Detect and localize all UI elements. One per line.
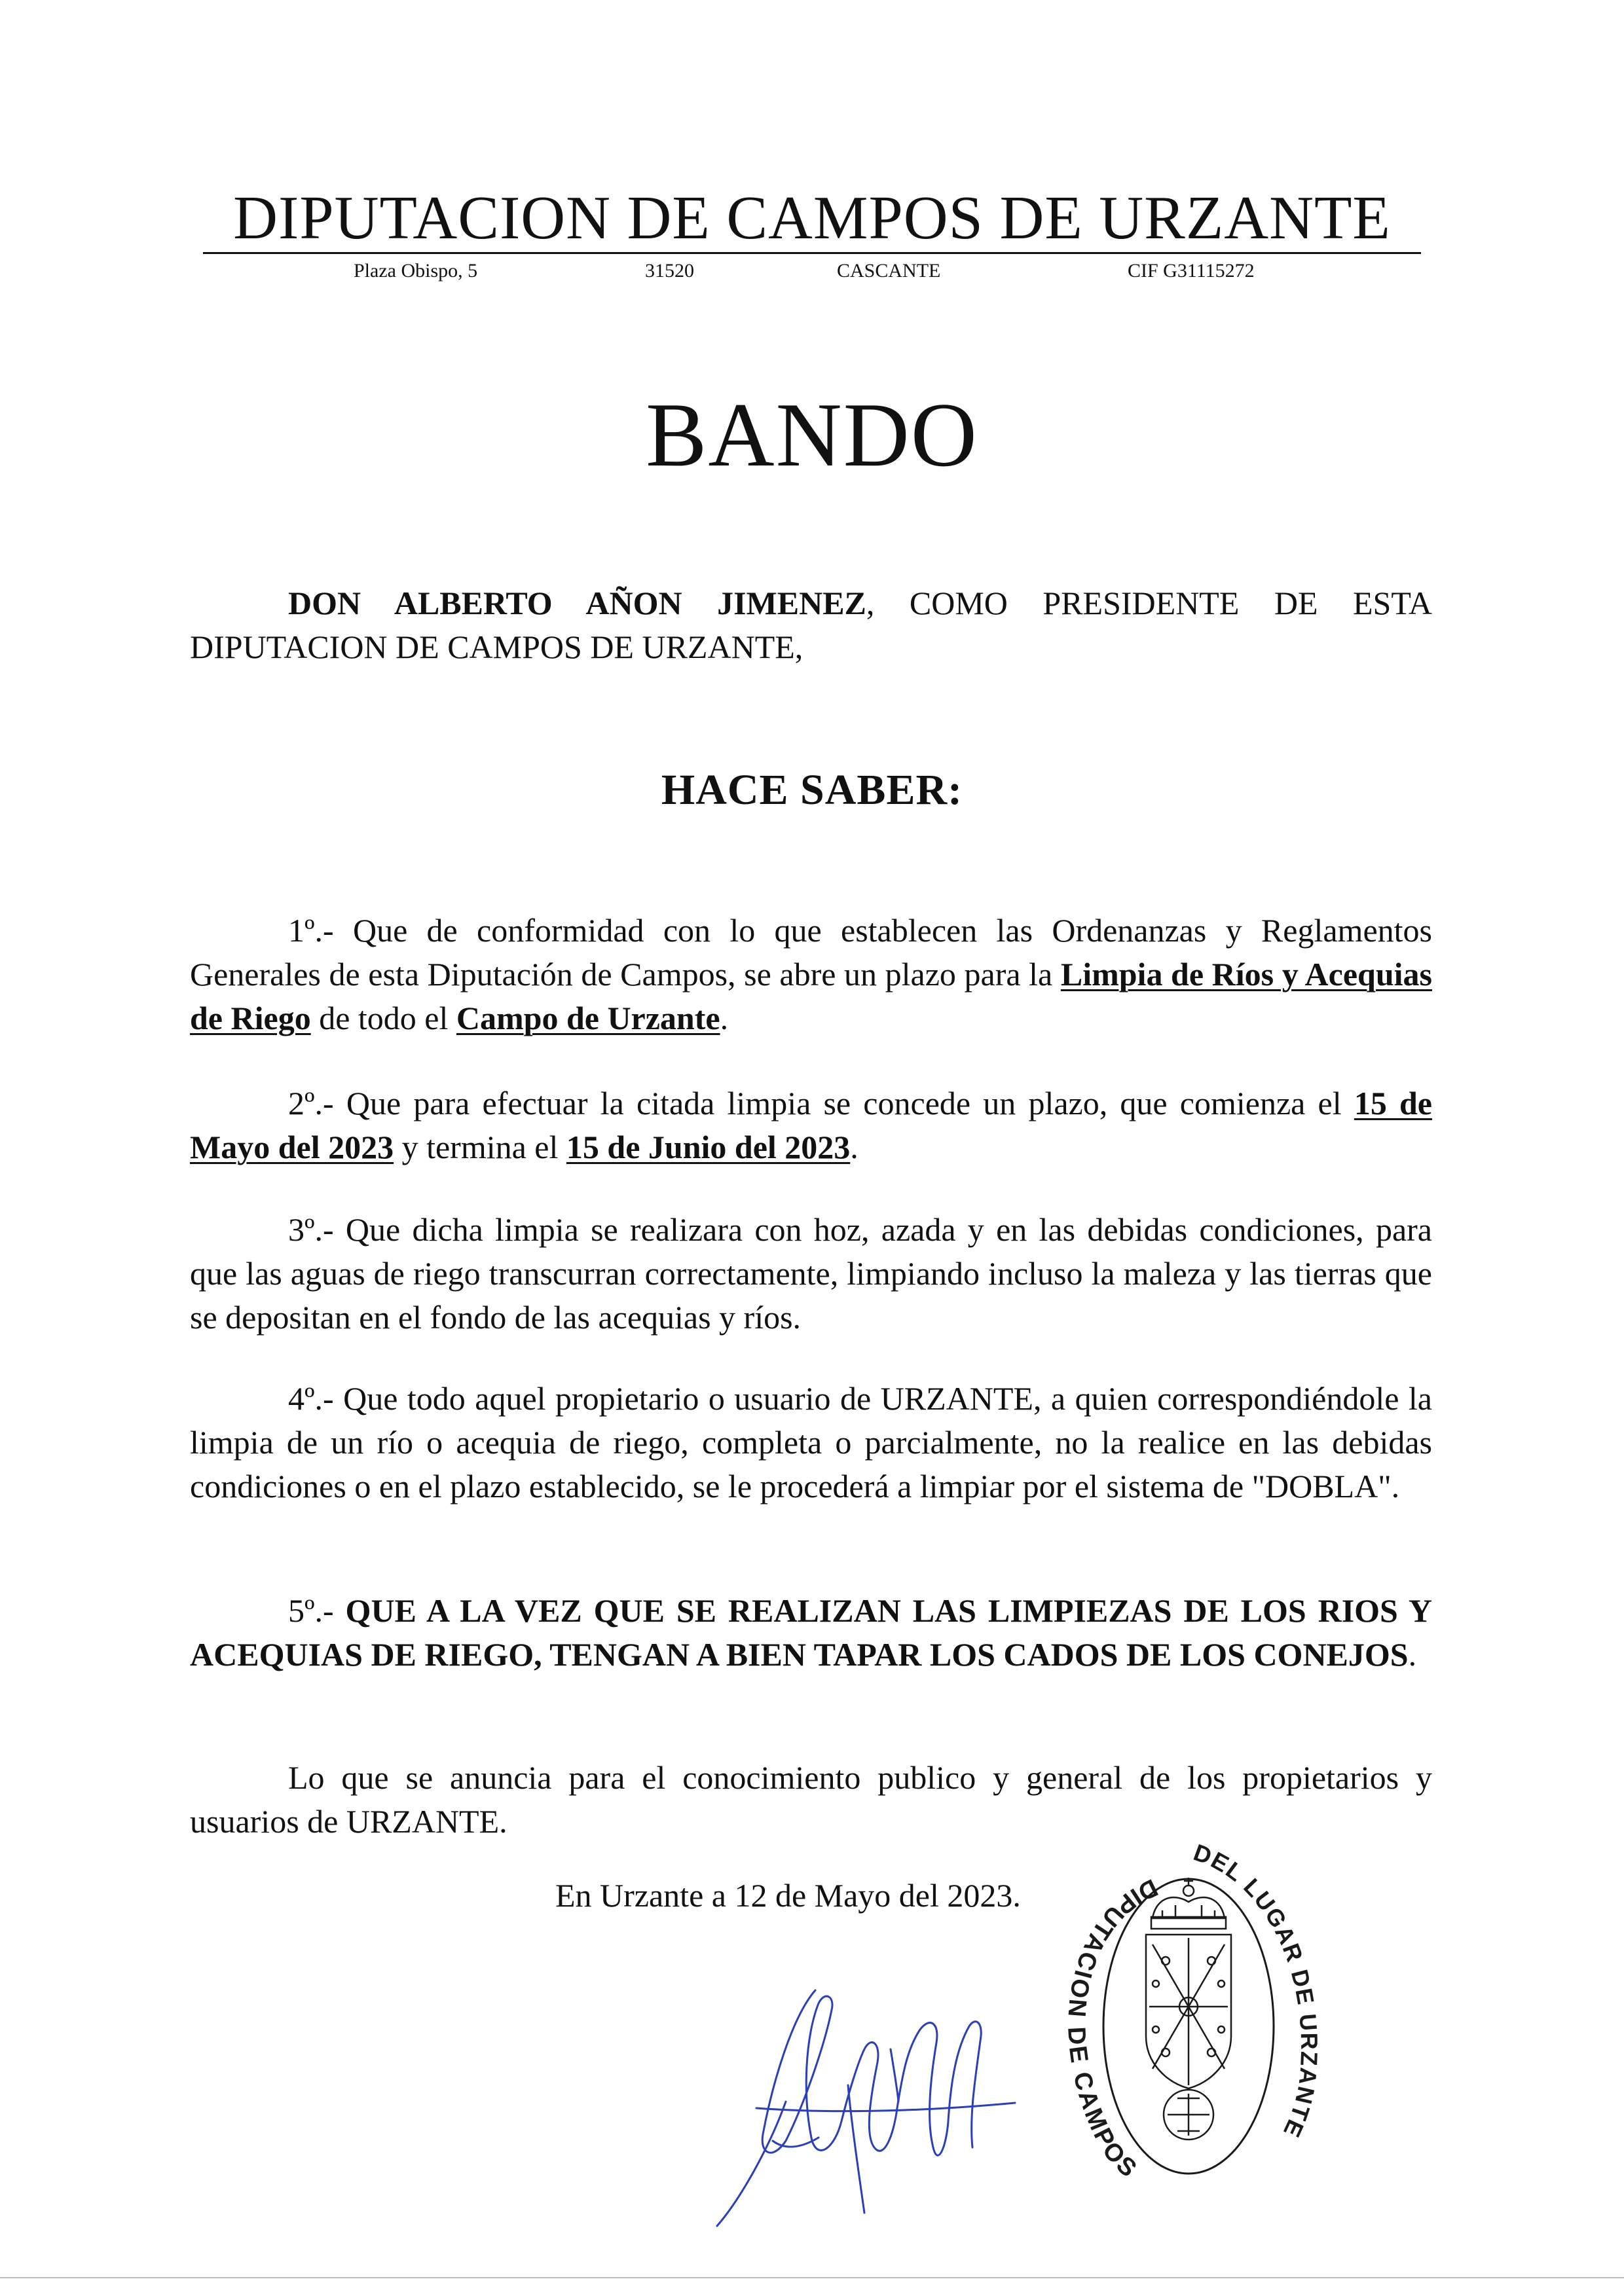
document-type-title: BANDO: [646, 384, 978, 486]
header-cif: CIF G31115272: [1128, 260, 1255, 282]
p1-text-a: 1º.- Que de conformidad con lo que establecen las Ordenanzas y Reglamentos Generales de esta Diputación de Campos, se abre un plazo para la: [190, 912, 1432, 993]
p5-number: 5º.-: [288, 1592, 346, 1629]
paragraph-4: 4º.- Que todo aquel propietario o usuario de URZANTE, a quien correspondiéndole la limpia de un río o acequia de riego, completa o parcialmente, no la realice en las debidas condiciones o en el plazo establecido, se le procederá a limpiar por el sistema de "DOBLA".: [190, 1380, 1432, 1504]
header-divider: [203, 252, 1421, 254]
p1-emphasis-b: Campo de Urzante: [456, 1000, 720, 1036]
p2-start-date: 15 de Mayo del 2023: [190, 1085, 1432, 1165]
stamp-right-text: DEL LUGAR DE URZANTE: [1190, 1840, 1323, 2143]
stamp-left-text: DIPUTACION DE CAMPOS: [1062, 1873, 1162, 2184]
svg-text:DIPUTACION DE CAMPOS: [1062, 1873, 1162, 2183]
intro-rest: , COMO PRESIDENTE DE ESTA DIPUTACION DE CAMPOS DE URZANTE,: [190, 585, 1432, 665]
p2-end-date: 15 de Junio del 2023: [566, 1129, 851, 1165]
p1-text-b: de todo el: [310, 1000, 456, 1036]
bottom-edge-line: [0, 2277, 1624, 2278]
p1-emphasis-a: Limpia de Ríos y Acequias de Riego: [190, 956, 1433, 1036]
p2-text-b: y termina el: [394, 1129, 566, 1165]
header-city: CASCANTE: [837, 260, 941, 282]
p1-text-c: .: [720, 1000, 729, 1036]
subtitle-hace-saber: HACE SABER:: [661, 766, 963, 814]
header-title: DIPUTACION DE CAMPOS DE URZANTE: [233, 184, 1391, 252]
p2-text-a: 2º.- Que para efectuar la citada limpia se concede un plazo, que comienza el: [288, 1085, 1354, 1121]
svg-text:DEL LUGAR DE URZANTE: [1190, 1840, 1323, 2142]
p5-bold-text: QUE A LA VEZ QUE SE REALIZAN LAS LIMPIEZAS DE LOS RIOS Y ACEQUIAS DE RIEGO, TENGAN A BIEN TAPAR LOS CADOS DE LOS CONEJOS: [190, 1592, 1433, 1673]
president-name: DON ALBERTO AÑON JIMENEZ: [288, 585, 866, 621]
paragraph-2: [190, 1082, 1432, 1169]
intro-paragraph: [190, 581, 1432, 669]
closing-paragraph: Lo que se anuncia para el conocimiento publico y general de los propietarios y usuarios de URZANTE.: [190, 1759, 1432, 1840]
p5-end: .: [1408, 1636, 1417, 1673]
paragraph-3: 3º.- Que dicha limpia se realizara con hoz, azada y en las debidas condiciones, para que las aguas de riego transcurran correctamente, limpiando incluso la maleza y las tierras que se depositan en el fondo de las acequias y ríos.: [190, 1211, 1432, 1336]
p2-text-c: .: [850, 1129, 858, 1165]
paragraph-5: [190, 1589, 1432, 1677]
paragraph-1: [190, 909, 1432, 1040]
official-seal-stamp: [1028, 1840, 1323, 2219]
signature-image: [694, 1951, 1035, 2232]
date-line: En Urzante a 12 de Mayo del 2023.: [555, 1877, 1021, 1914]
header-address: Plaza Obispo, 5: [354, 260, 478, 282]
header-zip: 31520: [645, 260, 694, 282]
